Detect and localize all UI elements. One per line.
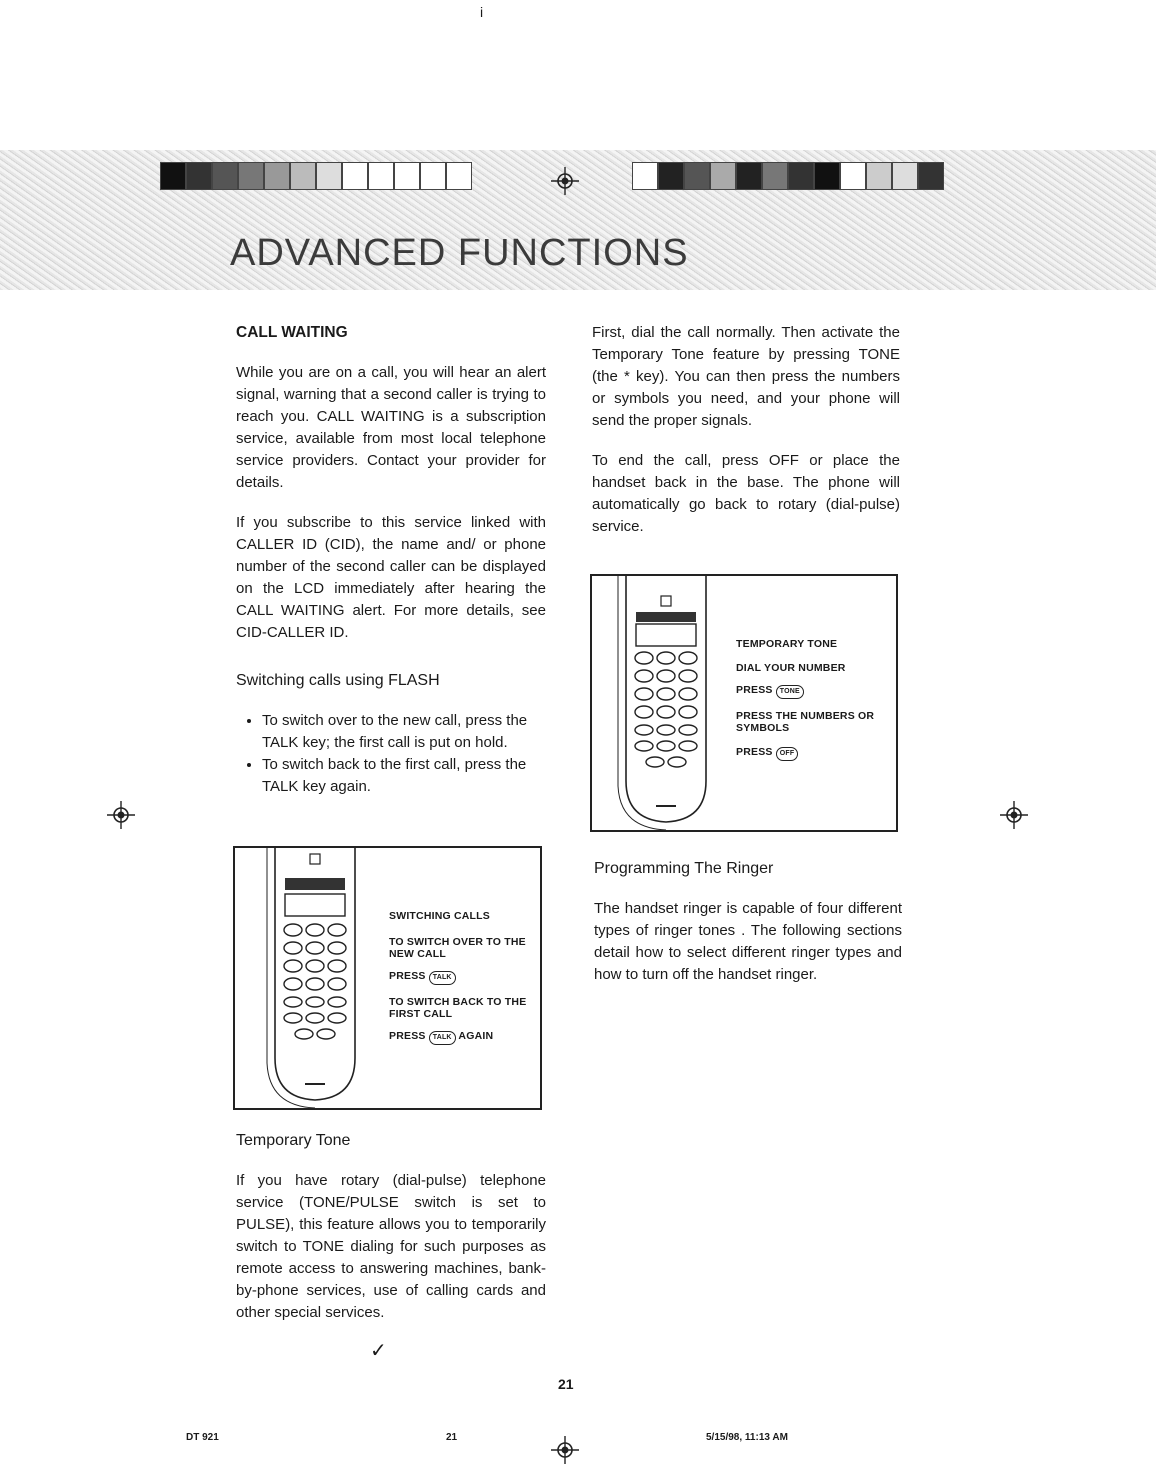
temporary-tone-paragraph: If you have rotary (dial-pulse) telephone service (TONE/PULSE switch is set to PULSE), this feature allows you to temporarily switch to TONE dialing for such purposes as remote access to answering machines, bank-by-phone services, use of calling cards and other special services. <box>236 1172 546 1321</box>
figure1-title: SWITCHING CALLS <box>389 910 490 922</box>
switching-calls-figure <box>233 846 542 1110</box>
temporary-tone-figure <box>590 574 898 832</box>
color-bar-right <box>632 162 944 190</box>
call-waiting-heading: CALL WAITING <box>236 324 348 341</box>
talk-key-icon: TALK <box>429 1031 456 1045</box>
left-column <box>236 322 546 812</box>
footer-center: 21 <box>446 1432 458 1443</box>
ringer-section <box>594 858 902 1004</box>
figure2-step3: PRESS THE NUMBERS OR SYMBOLS <box>736 710 875 734</box>
figure1-step4-label: PRESS <box>389 1030 426 1042</box>
registration-mark-left-icon <box>107 801 135 829</box>
figure1-step3: TO SWITCH BACK TO THE FIRST CALL <box>389 996 527 1020</box>
tone-key-icon: TONE <box>776 685 804 699</box>
temporary-tone-heading: Temporary Tone <box>236 1132 351 1149</box>
figure1-step1: TO SWITCH OVER TO THE NEW CALL <box>389 936 526 960</box>
figure2-step4 <box>736 746 798 761</box>
off-key-icon: OFF <box>776 747 799 761</box>
list-item: • To switch over to the new call, press the TALK key; the first call is put on hold. <box>262 710 546 754</box>
figure2-step4-label: PRESS <box>736 746 773 758</box>
list-item: • To switch back to the first call, press the TALK key again. <box>262 754 546 798</box>
figure1-step4-suffix: AGAIN <box>458 1030 494 1042</box>
page-title: ADVANCED FUNCTIONS <box>230 232 689 274</box>
right-column <box>592 322 900 556</box>
figure1-step2-label: PRESS <box>389 970 426 982</box>
registration-mark-right-icon <box>1000 801 1028 829</box>
switching-heading: Switching calls using FLASH <box>236 672 440 689</box>
end-call-instructions: To end the call, press OFF or place the handset back in the base. The phone will automatically go back to rotary (dial-pulse) service. <box>592 452 900 535</box>
registration-mark-icon <box>551 167 579 195</box>
talk-key-icon: TALK <box>429 971 456 985</box>
footer-right: 5/15/98, 11:13 AM <box>706 1432 788 1443</box>
figure2-title: TEMPORARY TONE <box>736 638 838 650</box>
switching-list <box>236 710 546 798</box>
call-waiting-paragraph-2: If you subscribe to this service linked with CALLER ID (CID), the name and/ or phone number of the second caller can be displayed on the LCD immediately after hearing the CALL WAITING alert. For more details, see CID-CALLER ID. <box>236 514 546 641</box>
page-number: 21 <box>558 1376 574 1392</box>
registration-mark-bottom-icon <box>551 1436 579 1464</box>
temporary-tone-instructions: First, dial the call normally. Then activate the Temporary Tone feature by pressing TONE (the * key). You can then press the numbers or symbols you need, and your phone will send the proper signals. <box>592 324 900 429</box>
figure2-step2-label: PRESS <box>736 684 773 696</box>
color-bar-left <box>160 162 472 190</box>
ringer-heading: Programming The Ringer <box>594 860 774 877</box>
handset-illustration-icon <box>265 848 365 1110</box>
top-mark: i <box>480 4 484 20</box>
handset-illustration-icon <box>616 576 716 832</box>
call-waiting-paragraph-1: While you are on a call, you will hear an alert signal, warning that a second caller is trying to reach you. CALL WAITING is a subscription service, available from most local telephone service providers. Contact your provider for details. <box>236 364 546 491</box>
ringer-paragraph: The handset ringer is capable of four different types of ringer tones . The following sections detail how to select different ringer types and how to turn off the handset ringer. <box>594 900 902 983</box>
footer-left: DT 921 <box>186 1432 219 1443</box>
temporary-tone-section <box>236 1130 546 1342</box>
checkmark-icon: ✓ <box>370 1340 387 1362</box>
figure1-step2 <box>389 970 456 985</box>
figure2-step2 <box>736 684 804 699</box>
figure2-step1: DIAL YOUR NUMBER <box>736 662 846 674</box>
figure1-step4 <box>389 1030 493 1045</box>
